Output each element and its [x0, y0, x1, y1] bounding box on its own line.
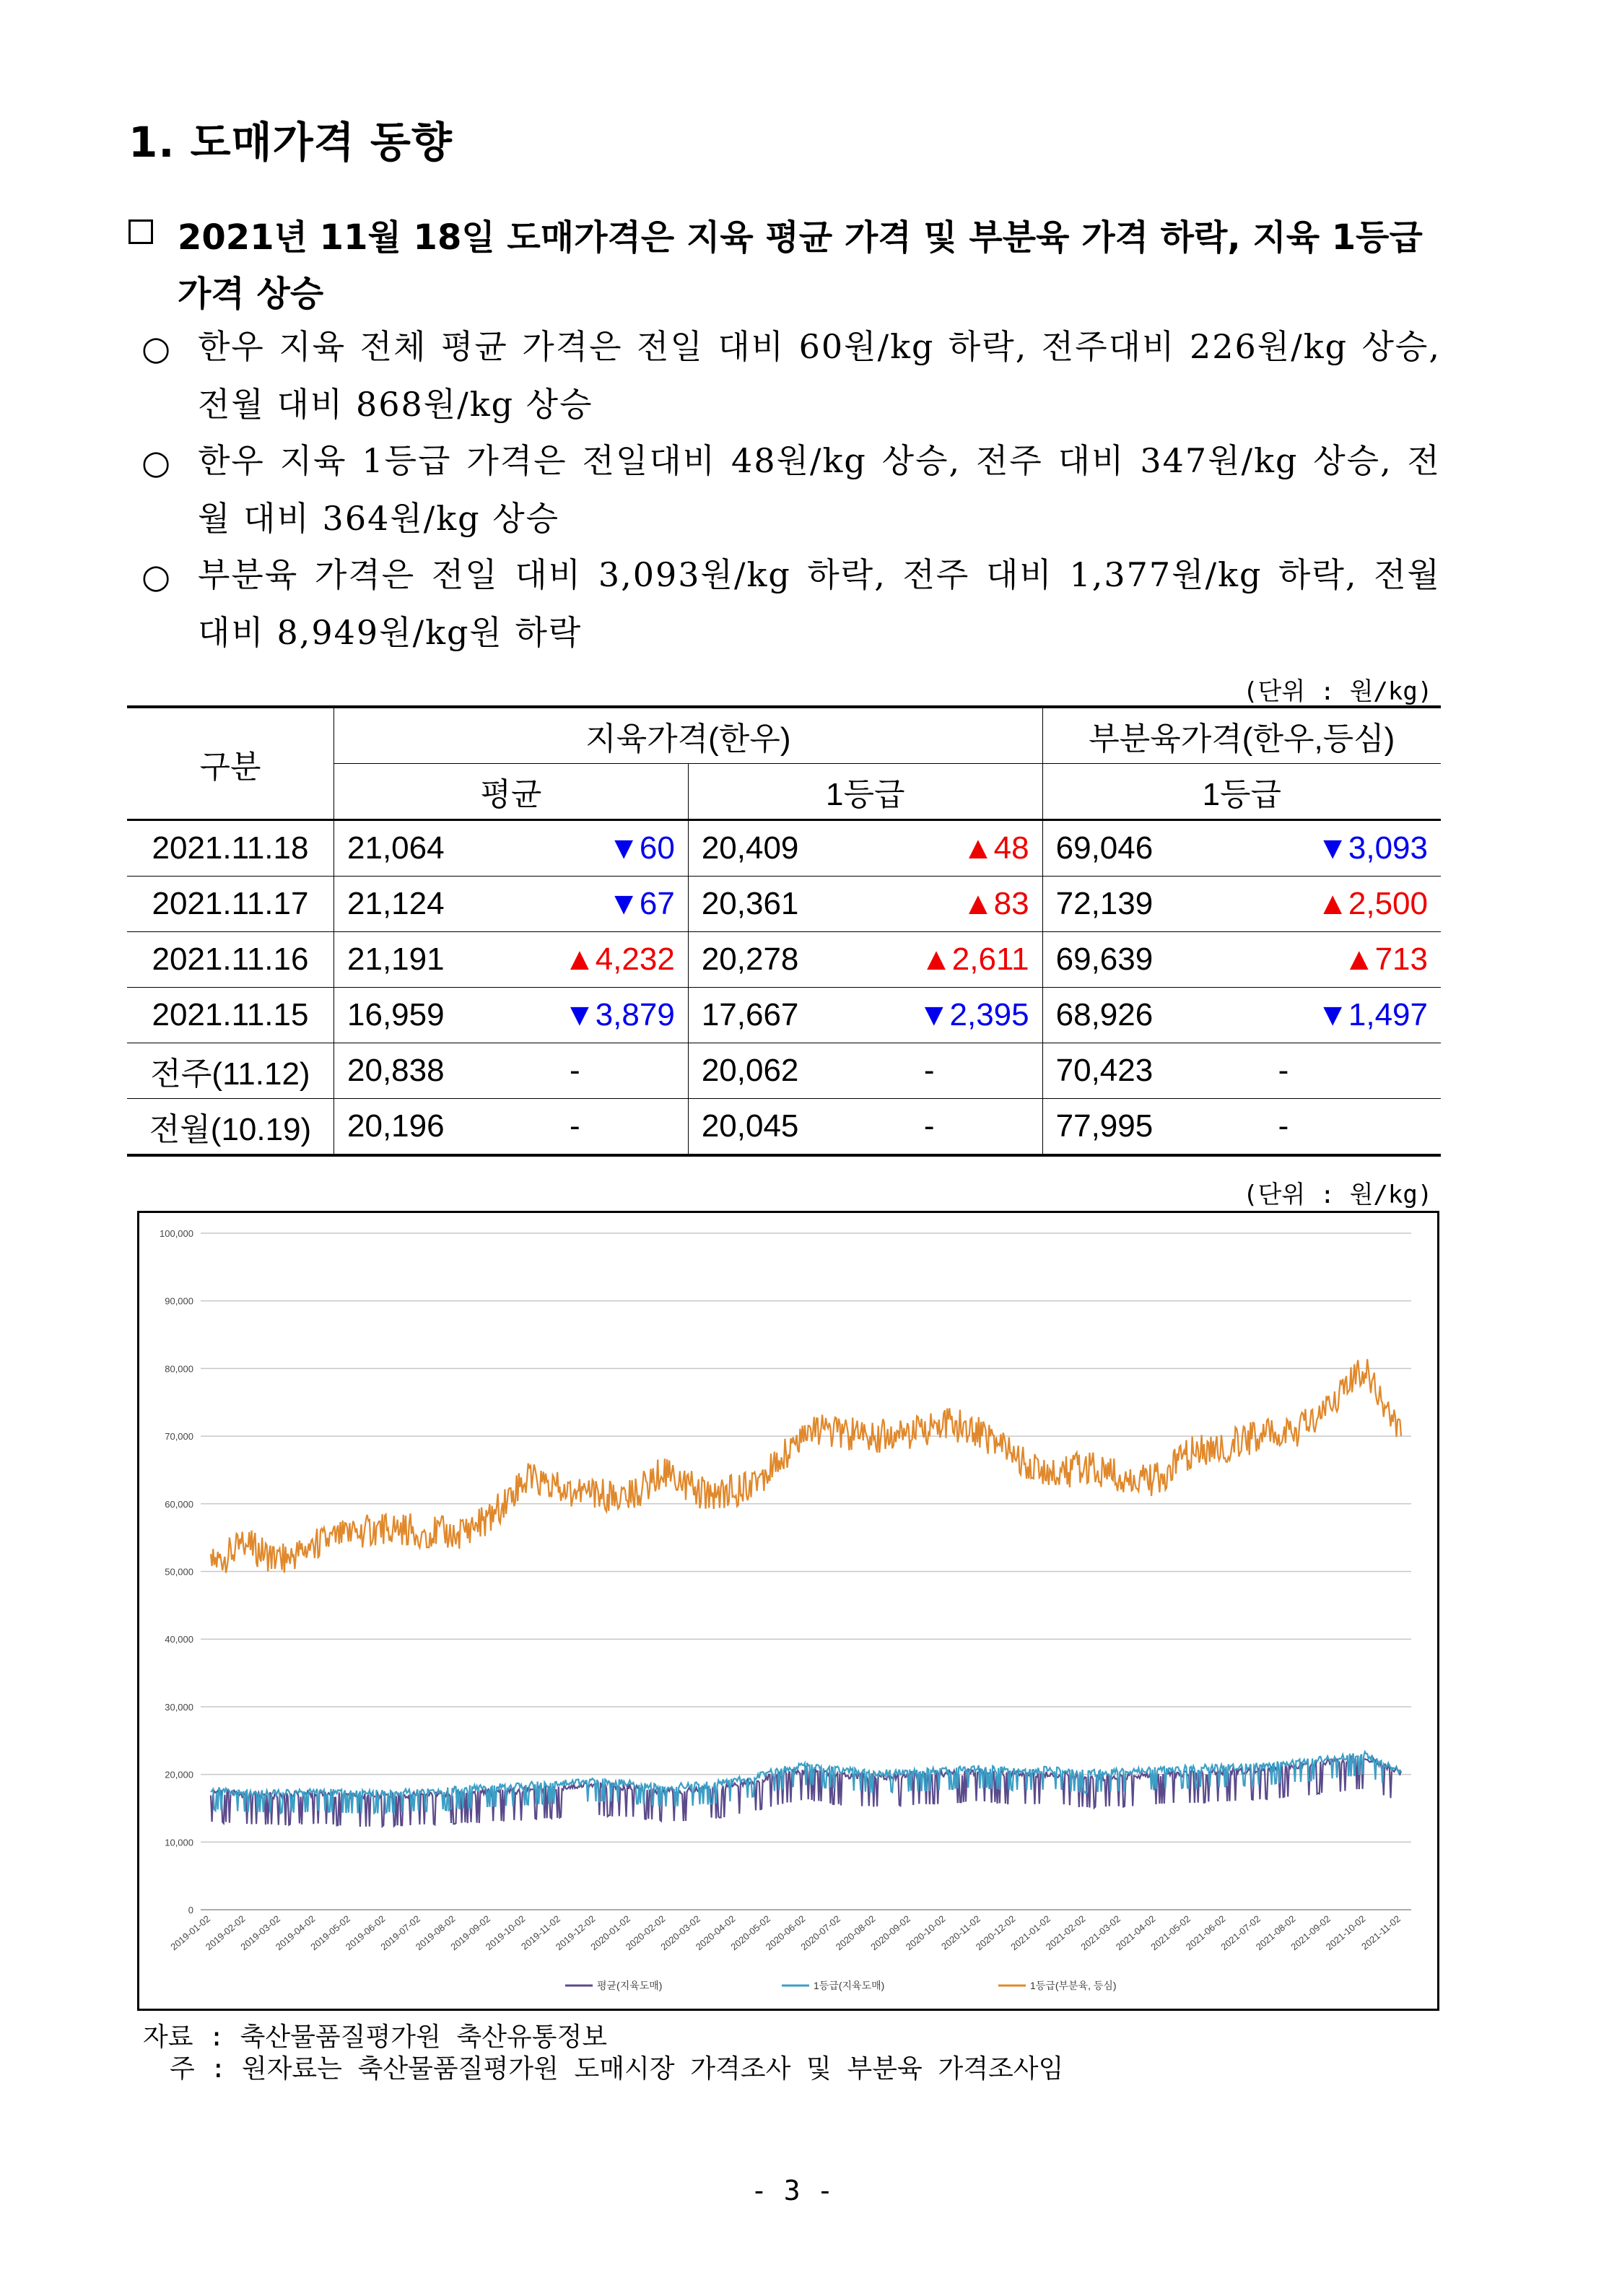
x-tick-label: 2019-03-02	[238, 1913, 282, 1953]
bullet-item	[141, 318, 1441, 433]
x-tick-label: 2020-02-02	[623, 1913, 668, 1953]
x-tick-label: 2021-05-02	[1148, 1913, 1192, 1953]
x-tick-label: 2019-12-02	[553, 1913, 598, 1953]
circle-bullet-icon: ○	[141, 557, 173, 596]
series-line	[211, 1752, 1401, 1814]
x-tick-label: 2021-07-02	[1218, 1913, 1263, 1953]
cell-average-price: 21,064	[334, 820, 498, 877]
cell-grade1-change: ▼2,395	[852, 988, 1042, 1043]
x-tick-label: 2020-11-02	[939, 1913, 982, 1952]
circle-bullet-icon: ○	[141, 329, 173, 368]
cell-cut-change: ▼3,093	[1206, 820, 1441, 877]
x-tick-label: 2020-05-02	[728, 1913, 772, 1953]
x-tick-label: 2021-11-02	[1359, 1913, 1403, 1952]
cell-average-change: ▲4,232	[497, 932, 688, 988]
cell-grade1-change: -	[852, 1099, 1042, 1156]
y-tick-label: 50,000	[165, 1566, 193, 1578]
x-tick-label: 2020-01-02	[588, 1913, 632, 1953]
y-tick-label: 10,000	[165, 1837, 193, 1848]
legend-label: 1등급(지육도매)	[814, 1980, 885, 1991]
circle-bullet-icon: ○	[141, 443, 173, 482]
section-title: 1. 도매가격 동향	[128, 118, 453, 167]
x-tick-label: 2020-03-02	[658, 1913, 702, 1953]
subheader-grade1: 1등급	[688, 764, 1042, 820]
row-date: 전주(11.12)	[127, 1043, 334, 1099]
cell-grade1-price: 20,045	[688, 1099, 852, 1156]
header-cut-price: 부분육가격(한우,등심)	[1042, 707, 1441, 764]
x-tick-label: 2019-11-02	[519, 1913, 562, 1952]
header-carcass-price: 지육가격(한우)	[334, 707, 1043, 764]
x-tick-label: 2020-04-02	[693, 1913, 738, 1953]
y-tick-label: 80,000	[165, 1363, 193, 1375]
cell-cut-price: 72,139	[1042, 877, 1206, 932]
x-tick-label: 2019-01-02	[168, 1913, 212, 1953]
cell-average-change: -	[497, 1099, 688, 1156]
cell-grade1-change: ▲83	[852, 877, 1042, 932]
row-date: 2021.11.15	[127, 988, 334, 1043]
table-row	[127, 988, 1441, 1043]
cell-average-price: 20,838	[334, 1043, 498, 1099]
source-note: 자료 : 축산물품질평가원 축산유통정보	[143, 2022, 608, 2052]
row-date: 전월(10.19)	[127, 1099, 334, 1156]
cell-cut-price: 70,423	[1042, 1043, 1206, 1099]
x-tick-label: 2019-02-02	[203, 1913, 248, 1953]
table-row	[127, 820, 1441, 877]
cell-average-change: ▼60	[497, 820, 688, 877]
cell-grade1-price: 20,062	[688, 1043, 852, 1099]
x-tick-label: 2019-07-02	[378, 1913, 422, 1953]
cell-grade1-price: 20,409	[688, 820, 852, 877]
page-number: - 3 -	[751, 2175, 834, 2206]
cell-average-price: 21,124	[334, 877, 498, 932]
legend-label: 1등급(부분육, 등심)	[1030, 1980, 1117, 1991]
x-tick-label: 2021-03-02	[1078, 1913, 1122, 1953]
headline-text: 2021년 11월 18일 도매가격은 지육 평균 가격 및 부분육 가격 하락, 지육 1등급 가격 상승	[178, 217, 1423, 314]
y-tick-label: 100,000	[160, 1228, 193, 1239]
bullet-text: 한우 지육 1등급 가격은 전일대비 48원/kg 상승, 전주 대비 347원/kg 상승, 전월 대비 364원/kg 상승	[198, 441, 1441, 538]
header-category: 구분	[127, 707, 334, 820]
x-tick-label: 2020-06-02	[763, 1913, 808, 1953]
cell-cut-price: 68,926	[1042, 988, 1206, 1043]
headline	[128, 209, 1442, 322]
x-tick-label: 2020-10-02	[903, 1913, 948, 1953]
table-body	[127, 820, 1441, 1156]
y-tick-label: 0	[188, 1905, 193, 1915]
price-table	[127, 705, 1441, 1157]
row-date: 2021.11.16	[127, 932, 334, 988]
footnote: 주 : 원자료는 축산물품질평가원 도매시장 가격조사 및 부분육 가격조사임	[170, 2054, 1064, 2084]
cell-average-price: 21,191	[334, 932, 498, 988]
table-row	[127, 877, 1441, 932]
cell-average-price: 16,959	[334, 988, 498, 1043]
table-row	[127, 932, 1441, 988]
checkbox-square-icon	[128, 219, 153, 244]
cell-cut-change: ▲2,500	[1206, 877, 1441, 932]
cell-grade1-price: 17,667	[688, 988, 852, 1043]
cell-cut-change: ▲713	[1206, 932, 1441, 988]
bullet-text: 한우 지육 전체 평균 가격은 전일 대비 60원/kg 하락, 전주대비 226원/kg 상승, 전월 대비 868원/kg 상승	[198, 327, 1441, 424]
cell-cut-price: 69,639	[1042, 932, 1206, 988]
y-tick-label: 20,000	[165, 1769, 193, 1780]
table-unit: (단위 : 원/kg)	[1243, 677, 1433, 706]
y-tick-label: 90,000	[165, 1295, 193, 1307]
x-tick-label: 2019-05-02	[308, 1913, 352, 1953]
price-chart-svg	[139, 1213, 1437, 2009]
bullet-item	[141, 432, 1441, 547]
subheader-grade1-cut: 1등급	[1042, 764, 1441, 820]
x-tick-label: 2019-10-02	[483, 1913, 528, 1953]
x-tick-label: 2020-09-02	[868, 1913, 912, 1953]
y-tick-label: 30,000	[165, 1701, 193, 1713]
x-tick-label: 2020-07-02	[798, 1913, 842, 1953]
cell-cut-price: 77,995	[1042, 1099, 1206, 1156]
bullet-text: 부분육 가격은 전일 대비 3,093원/kg 하락, 전주 대비 1,377원/kg 하락, 전월 대비 8,949원/kg원 하락	[198, 555, 1441, 652]
row-date: 2021.11.18	[127, 820, 334, 877]
bullet-item	[141, 546, 1441, 661]
legend-label: 평균(지육도매)	[597, 1980, 663, 1991]
cell-grade1-price: 20,278	[688, 932, 852, 988]
x-tick-label: 2021-09-02	[1289, 1913, 1333, 1953]
y-tick-label: 40,000	[165, 1634, 193, 1645]
x-tick-label: 2019-09-02	[448, 1913, 492, 1953]
table-header-row	[127, 707, 1441, 764]
x-tick-label: 2020-08-02	[833, 1913, 878, 1953]
cell-cut-change: -	[1206, 1043, 1441, 1099]
chart-unit: (단위 : 원/kg)	[1243, 1180, 1433, 1209]
cell-cut-change: ▼1,497	[1206, 988, 1441, 1043]
cell-average-change: ▼67	[497, 877, 688, 932]
price-chart	[137, 1211, 1439, 2011]
table-row	[127, 1043, 1441, 1099]
x-tick-label: 2019-08-02	[413, 1913, 458, 1953]
cell-grade1-price: 20,361	[688, 877, 852, 932]
cell-average-change: ▼3,879	[497, 988, 688, 1043]
cell-cut-price: 69,046	[1042, 820, 1206, 877]
x-tick-label: 2021-02-02	[1043, 1913, 1088, 1953]
subheader-average: 평균	[334, 764, 689, 820]
x-tick-label: 2021-06-02	[1183, 1913, 1228, 1953]
row-date: 2021.11.17	[127, 877, 334, 932]
cell-grade1-change: -	[852, 1043, 1042, 1099]
x-tick-label: 2019-04-02	[273, 1913, 318, 1953]
table-row	[127, 1099, 1441, 1156]
x-tick-label: 2020-12-02	[973, 1913, 1018, 1953]
x-tick-label: 2021-01-02	[1008, 1913, 1052, 1953]
x-tick-label: 2021-08-02	[1253, 1913, 1298, 1953]
cell-cut-change: -	[1206, 1099, 1441, 1156]
x-tick-label: 2019-06-02	[343, 1913, 388, 1953]
y-tick-label: 60,000	[165, 1498, 193, 1510]
cell-average-price: 20,196	[334, 1099, 498, 1156]
x-tick-label: 2021-10-02	[1323, 1913, 1368, 1953]
cell-average-change: -	[497, 1043, 688, 1099]
y-tick-label: 70,000	[165, 1431, 193, 1443]
cell-grade1-change: ▲48	[852, 820, 1042, 877]
x-tick-label: 2021-04-02	[1113, 1913, 1158, 1953]
series-line	[211, 1359, 1401, 1573]
cell-grade1-change: ▲2,611	[852, 932, 1042, 988]
